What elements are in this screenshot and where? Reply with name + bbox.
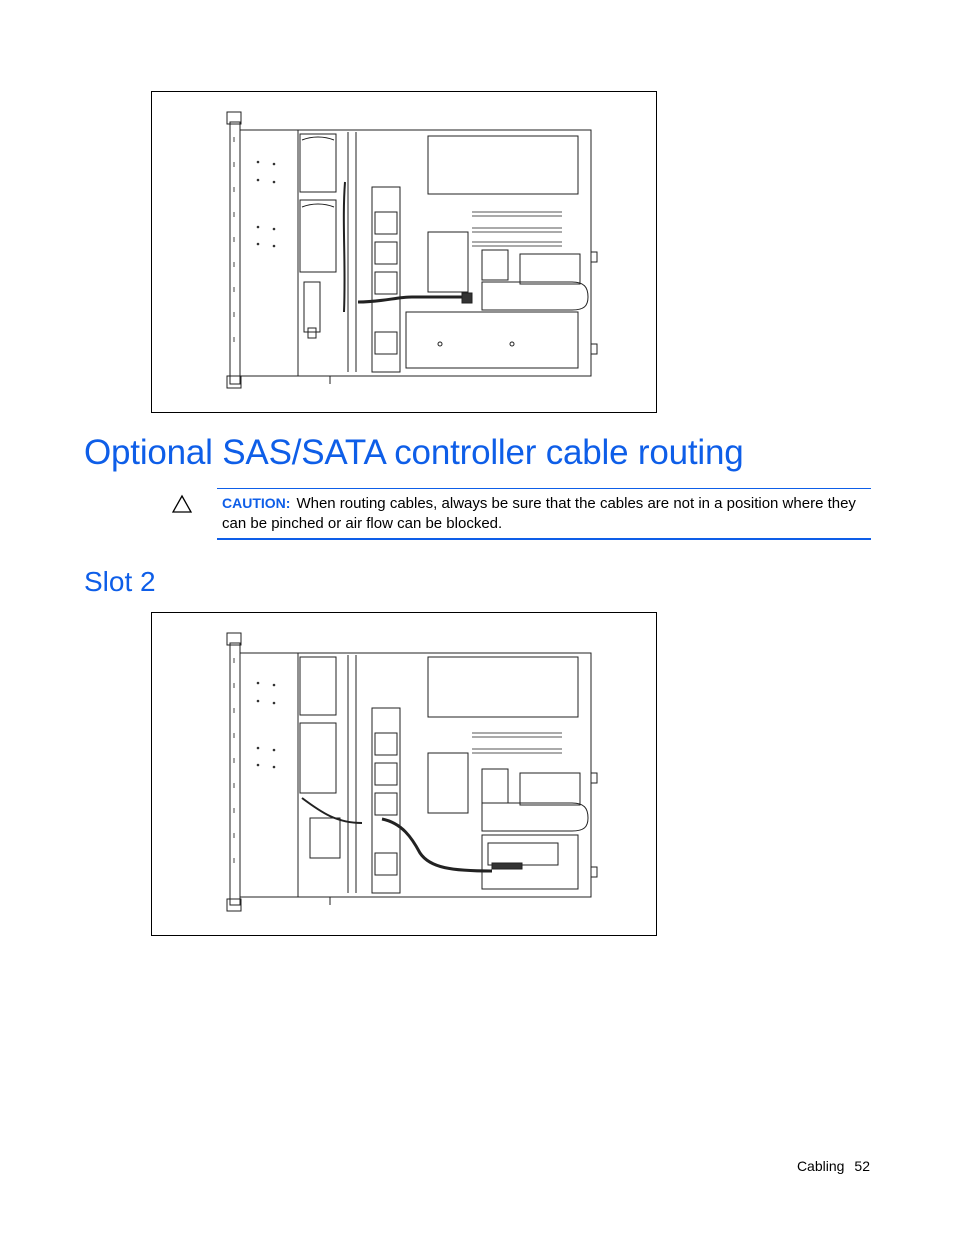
footer-section: Cabling (796, 1158, 845, 1174)
caution-triangle-icon (171, 494, 193, 514)
chassis-illustration-slot2 (152, 613, 658, 937)
caution-label: CAUTION: (222, 495, 291, 511)
chassis-diagram-top (151, 91, 657, 413)
caution-note (217, 488, 871, 540)
chassis-diagram-slot2 (151, 612, 657, 936)
page-number: 52 (854, 1158, 870, 1174)
caution-text-block (222, 493, 862, 534)
chassis-illustration (152, 92, 658, 414)
subsection-title: Slot 2 (84, 566, 156, 597)
page-footer (797, 1158, 870, 1174)
section-title: Optional SAS/SATA controller cable routing (84, 433, 744, 472)
caution-body: When routing cables, always be sure that the cables are not in a position where they can be pinched or air flow can be blocked. (222, 495, 856, 532)
